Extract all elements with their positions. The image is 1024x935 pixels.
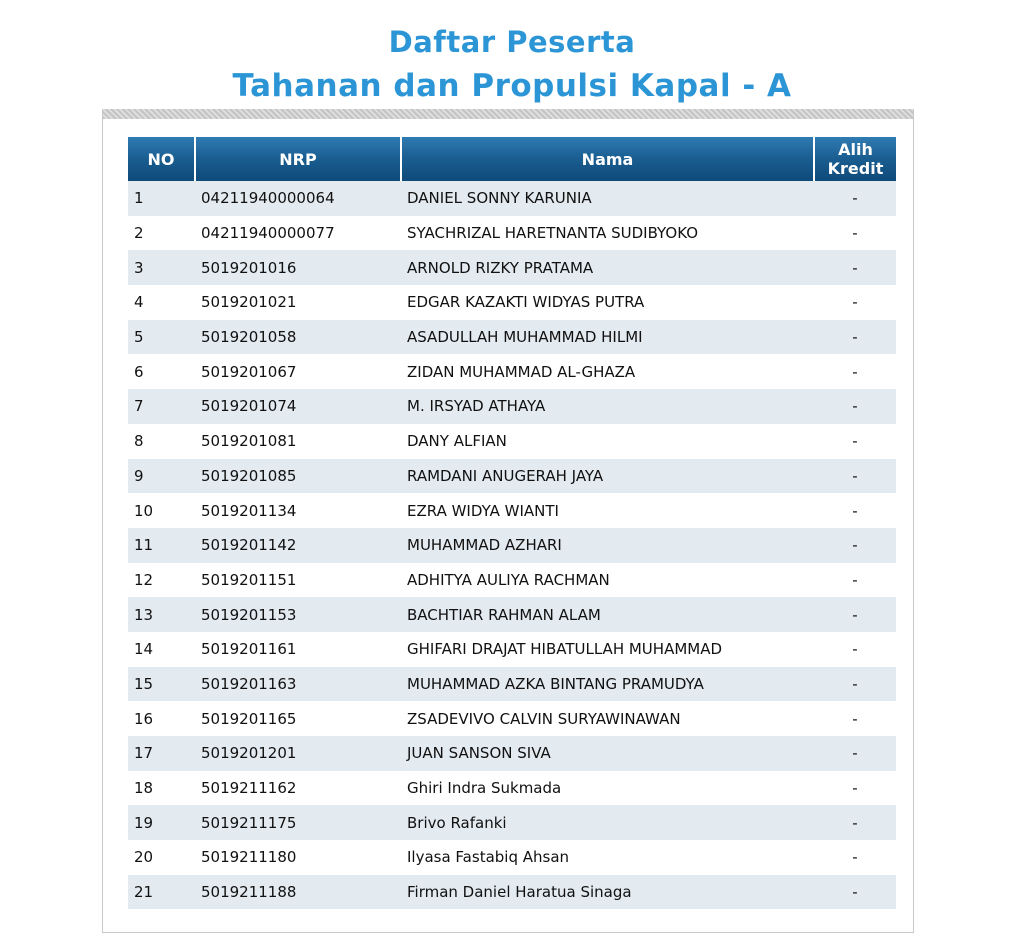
cell-nrp: 5019201142	[195, 528, 401, 563]
cell-nrp: 5019201151	[195, 563, 401, 598]
header-alih-line2: Kredit	[827, 159, 884, 178]
table-row	[128, 736, 896, 771]
cell-nama: Ghiri Indra Sukmada	[401, 771, 814, 806]
cell-alih-kredit: -	[814, 701, 896, 736]
cell-alih-kredit: -	[814, 354, 896, 389]
table-row	[128, 597, 896, 632]
cell-no: 13	[128, 597, 195, 632]
cell-alih-kredit: -	[814, 840, 896, 875]
cell-alih-kredit: -	[814, 771, 896, 806]
cell-nama: EZRA WIDYA WIANTI	[401, 493, 814, 528]
cell-nrp: 5019211188	[195, 875, 401, 910]
table-body	[128, 181, 896, 909]
header-alih-kredit	[814, 137, 896, 181]
cell-alih-kredit: -	[814, 285, 896, 320]
cell-no: 20	[128, 840, 195, 875]
cell-nrp: 5019201085	[195, 459, 401, 494]
panel-top-strip	[103, 109, 913, 119]
cell-nama: Ilyasa Fastabiq Ahsan	[401, 840, 814, 875]
table-row	[128, 459, 896, 494]
cell-nama: ZIDAN MUHAMMAD AL-GHAZA	[401, 354, 814, 389]
cell-no: 4	[128, 285, 195, 320]
cell-alih-kredit: -	[814, 216, 896, 251]
cell-no: 5	[128, 320, 195, 355]
cell-no: 16	[128, 701, 195, 736]
header-nrp: NRP	[195, 137, 401, 181]
cell-alih-kredit: -	[814, 632, 896, 667]
table-row	[128, 181, 896, 216]
cell-nama: EDGAR KAZAKTI WIDYAS PUTRA	[401, 285, 814, 320]
table-row	[128, 424, 896, 459]
table-row	[128, 667, 896, 702]
cell-nrp: 5019201163	[195, 667, 401, 702]
cell-nama: MUHAMMAD AZKA BINTANG PRAMUDYA	[401, 667, 814, 702]
cell-alih-kredit: -	[814, 528, 896, 563]
table-row	[128, 840, 896, 875]
cell-nama: SYACHRIZAL HARETNANTA SUDIBYOKO	[401, 216, 814, 251]
table-row	[128, 285, 896, 320]
cell-no: 18	[128, 771, 195, 806]
cell-nrp: 5019201067	[195, 354, 401, 389]
table-row	[128, 216, 896, 251]
table-row	[128, 493, 896, 528]
cell-no: 12	[128, 563, 195, 598]
table-row	[128, 805, 896, 840]
cell-alih-kredit: -	[814, 667, 896, 702]
cell-no: 1	[128, 181, 195, 216]
cell-no: 6	[128, 354, 195, 389]
table-row	[128, 320, 896, 355]
cell-nrp: 5019201165	[195, 701, 401, 736]
cell-nama: ZSADEVIVO CALVIN SURYAWINAWAN	[401, 701, 814, 736]
cell-nama: MUHAMMAD AZHARI	[401, 528, 814, 563]
cell-nrp: 5019201161	[195, 632, 401, 667]
cell-no: 8	[128, 424, 195, 459]
cell-nama: ASADULLAH MUHAMMAD HILMI	[401, 320, 814, 355]
cell-nama: Firman Daniel Haratua Sinaga	[401, 875, 814, 910]
page-title	[0, 22, 1024, 110]
cell-alih-kredit: -	[814, 875, 896, 910]
cell-no: 19	[128, 805, 195, 840]
cell-alih-kredit: -	[814, 459, 896, 494]
cell-alih-kredit: -	[814, 805, 896, 840]
cell-alih-kredit: -	[814, 181, 896, 216]
cell-no: 2	[128, 216, 195, 251]
table-row	[128, 528, 896, 563]
cell-no: 14	[128, 632, 195, 667]
table-row	[128, 563, 896, 598]
cell-no: 9	[128, 459, 195, 494]
cell-nrp: 5019201058	[195, 320, 401, 355]
header-nama: Nama	[401, 137, 814, 181]
cell-alih-kredit: -	[814, 320, 896, 355]
cell-no: 3	[128, 250, 195, 285]
cell-nrp: 5019211180	[195, 840, 401, 875]
cell-no: 17	[128, 736, 195, 771]
header-alih-line1: Alih	[838, 140, 873, 159]
cell-alih-kredit: -	[814, 597, 896, 632]
cell-nama: GHIFARI DRAJAT HIBATULLAH MUHAMMAD	[401, 632, 814, 667]
cell-alih-kredit: -	[814, 389, 896, 424]
cell-nama: M. IRSYAD ATHAYA	[401, 389, 814, 424]
table-row	[128, 389, 896, 424]
cell-nrp: 5019201134	[195, 493, 401, 528]
cell-nama: DANIEL SONNY KARUNIA	[401, 181, 814, 216]
cell-no: 7	[128, 389, 195, 424]
table-header-row	[128, 137, 896, 181]
table-row	[128, 771, 896, 806]
cell-no: 21	[128, 875, 195, 910]
header-no: NO	[128, 137, 195, 181]
cell-no: 15	[128, 667, 195, 702]
cell-nama: JUAN SANSON SIVA	[401, 736, 814, 771]
cell-nrp: 5019211162	[195, 771, 401, 806]
cell-nama: ARNOLD RIZKY PRATAMA	[401, 250, 814, 285]
cell-no: 11	[128, 528, 195, 563]
table-row	[128, 875, 896, 910]
table-row	[128, 701, 896, 736]
cell-nama: ADHITYA AULIYA RACHMAN	[401, 563, 814, 598]
cell-nama: DANY ALFIAN	[401, 424, 814, 459]
cell-nrp: 5019201201	[195, 736, 401, 771]
cell-nama: RAMDANI ANUGERAH JAYA	[401, 459, 814, 494]
table-row	[128, 250, 896, 285]
cell-nrp: 5019211175	[195, 805, 401, 840]
cell-nrp: 5019201074	[195, 389, 401, 424]
cell-nrp: 5019201081	[195, 424, 401, 459]
cell-nrp: 5019201016	[195, 250, 401, 285]
cell-nrp: 5019201021	[195, 285, 401, 320]
cell-nrp: 5019201153	[195, 597, 401, 632]
cell-alih-kredit: -	[814, 250, 896, 285]
cell-nrp: 04211940000064	[195, 181, 401, 216]
cell-alih-kredit: -	[814, 493, 896, 528]
cell-no: 10	[128, 493, 195, 528]
cell-alih-kredit: -	[814, 563, 896, 598]
roster-panel	[102, 109, 914, 933]
cell-nama: Brivo Rafanki	[401, 805, 814, 840]
cell-nama: BACHTIAR RAHMAN ALAM	[401, 597, 814, 632]
participant-table	[128, 137, 896, 909]
cell-alih-kredit: -	[814, 424, 896, 459]
title-line-1: Daftar Peserta	[388, 25, 636, 59]
cell-nrp: 04211940000077	[195, 216, 401, 251]
table-row	[128, 354, 896, 389]
table-row	[128, 632, 896, 667]
cell-alih-kredit: -	[814, 736, 896, 771]
title-line-2: Tahanan dan Propulsi Kapal - A	[232, 68, 792, 104]
